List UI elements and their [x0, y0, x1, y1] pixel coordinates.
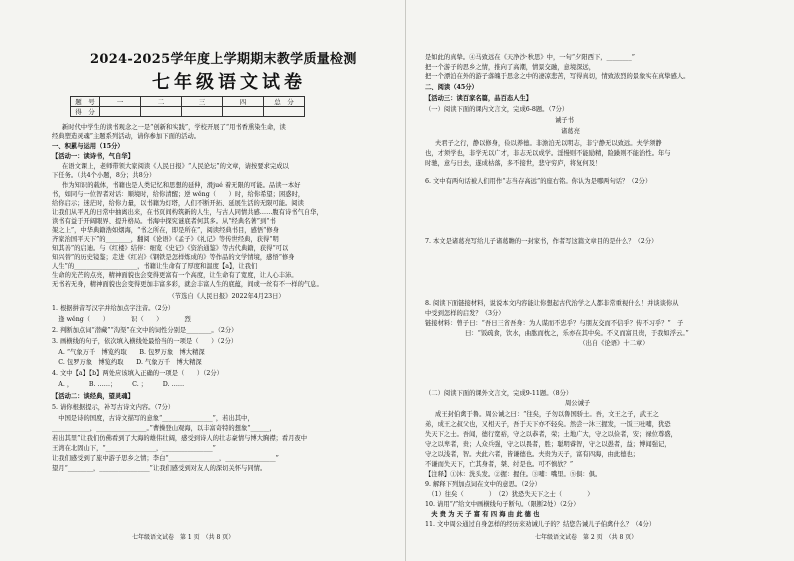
- section-heading: 二、阅读（45分）: [425, 84, 478, 91]
- question-5-line[interactable]: 望月“________，________________”让我们感受到对友人的深切关怀与同情。: [52, 465, 267, 472]
- subsection-heading: （二）阅读下面的课外文言文，完成9-11题。（8分）: [425, 390, 573, 397]
- score-header-label: 题 号: [71, 97, 100, 107]
- passage-title: 周公诫子: [565, 400, 591, 407]
- question-4-options[interactable]: A. ， B. ……； C. ； D. ……: [52, 381, 185, 388]
- question-5-line[interactable]: 中国是诗的国度，古诗文描写的意象“________________”，若出其中，: [52, 415, 254, 422]
- question-11: 11. 文中周公通过自身怎样的经历来劝诫儿子的？结您告诫儿子伯禽什么？（4分）: [425, 521, 656, 528]
- question-4: 4. 文中【a】【b】两处应该填入正确的一项是（ ）（2分）: [52, 370, 223, 377]
- score-table: [70, 96, 305, 117]
- question-5: 5. 请你根据提示，补写古诗文内容。（7分）: [52, 404, 175, 411]
- passage-line: 夫君子之行，静以修身，俭以养德。非澹泊无以明志，非宁静无以致远。夫学须静: [435, 140, 662, 147]
- text-line: 架之上”，中华典籍浩如烟海，“书之所在，即是所在”，阅读经典书目，感悟“修身: [52, 227, 279, 234]
- question-7: 7. 本文是诸葛亮写给儿子诸葛瞻的一封家书，作者写这篇文章目的是什么？（2分）: [425, 238, 658, 245]
- passage-line: 守之以浅者，智。夫此六者，皆谦德也。夫贵为天子，富有四海，由此德也；: [425, 451, 640, 458]
- question-1-blanks[interactable]: 逢 wěng（ ） 识（ ） 烈: [52, 316, 191, 323]
- text-line: 给你启示；迷茫时，给你力量，以书籍为灯塔，人们不断开拓、延展生活的无限可能。阅读: [52, 200, 304, 207]
- page-divider: [405, 0, 406, 561]
- intro-line: 经典塑造灵魂”主题系列活动，请你参加下面的活动。: [52, 133, 201, 140]
- score-cell[interactable]: [182, 107, 223, 117]
- text-line: 把一个游子的思乡之情，推向了高潮，情景交融，意境深远，: [425, 64, 596, 71]
- subsection-heading: （一）阅读下面的课内文言文，完成6-8题。（7分）: [425, 106, 569, 113]
- text-line: 读书有益于开阔眼界、提升格局。书海中探究谜底者何其多。从“经典名著”到“书: [52, 218, 276, 225]
- page-1: [52, 0, 392, 561]
- page-footer: 七年级语文试卷 第 1 页 （共 8 页）: [132, 534, 235, 541]
- text-line: 下任务。（共4个小题，8分；共8分）: [52, 172, 156, 179]
- question-9: 9. 解释下列加点词在文中的意思。（2分）: [425, 481, 541, 488]
- question-1: 1. 根据拼音写汉字并给加点字注音。（2分）: [52, 305, 175, 312]
- text-line: 在语文课上，老师带领大家阅读《人民日报》“人民论坛”的文章，请按要求完成以: [62, 163, 289, 170]
- passage-line: 成王封伯禽于鲁。周公诫之曰：“往矣，子勿以鲁国骄士。吾，文王之子，武王之: [435, 411, 659, 418]
- text-line: 把一个漂泊在外的游子落魄于思念之中的凄凉悲苦，写得真切，情致浓烈的景象实在真挚感人。: [425, 73, 690, 80]
- score-cell[interactable]: [100, 107, 141, 117]
- question-10-sentence[interactable]: 夫 贵 为 天 子 富 有 四 海 由 此 德 也: [425, 511, 540, 518]
- linked-material: 曰：“饭疏食，饮水，曲肱而枕之，乐亦在其中矣。不义而富且贵，于我如浮云。”: [465, 330, 689, 337]
- exam-title: 2024-2025学年度上学期期末教学质量检测: [90, 52, 357, 67]
- section-heading: 一、积累与运用（15分）: [52, 143, 124, 150]
- activity-heading: 【活动二：谈经典，望灵魂】: [52, 393, 134, 400]
- text-line: 知其善”的启迪。与《红楼》结伴：细览《史记》《资治通鉴》等古代典籍，获得“可以: [52, 245, 289, 252]
- passage-line: 也，才须学也，非学无以广才，非志无以成学。淫慢则不能励精，险躁则不能治性。年与: [425, 150, 671, 157]
- text-line: 作为知识的载体，书籍也是人类记忆和思想的延伸，滑jué 着无限的可能。品读一本好: [62, 182, 301, 189]
- score-cell[interactable]: [264, 107, 305, 117]
- text-line: 人生”的____________________，书籍让生命有了厚度和温度【a】，让我们: [52, 263, 258, 270]
- question-3-options-ab[interactable]: A. “气象万千 博览约取 B. 包罗万象 博大精深: [52, 349, 205, 356]
- score-header-3: 三: [182, 97, 223, 107]
- question-5-line[interactable]: 让我们感受到了旅中游子思乡之情；李白“________________，________________”: [52, 455, 279, 462]
- score-cell[interactable]: [141, 107, 182, 117]
- question-3-options-cd[interactable]: C. 包罗万象 博览约取 D. 气象万千 博大精深: [52, 359, 202, 366]
- text-line[interactable]: 是如此的真挚。④马致远在《天净沙·秋思》中，一句“夕阳西下，________”: [425, 54, 635, 61]
- text-line: 知兴替”的历史镜鉴；走进《红岩》《钢铁是怎样炼成的》等作品的文学情境，感悟“修身: [52, 254, 295, 261]
- linked-material-source: （出自《论语》十二章）: [425, 340, 649, 347]
- score-row-label: 得 分: [71, 107, 100, 117]
- score-header-1: 一: [100, 97, 141, 107]
- text-line: 生命的光芒的点亮，精神面貌也会变得更富有一个高度，让生命有了宽度，让人心丰沛。: [52, 272, 298, 279]
- question-5-line[interactable]: ____________，________________。”曹操登山观海，以丰富奇特的想象“______，: [52, 425, 276, 432]
- question-10: 10. 请用“/”给文中画横线句子断句。（限断2处）（2分）: [425, 501, 580, 508]
- passage-line: 失天下之士。吾闻，德行宽裕，守之以恭者，荣；土地广大，守之以俭者，安；禄位尊盛，: [425, 431, 677, 438]
- passage-line: 弟，成王之叔父也，又相天子，吾于天下亦不轻矣。然尝一沐三握发，一饭三吐哺，犹恐: [425, 421, 671, 428]
- score-cell[interactable]: [223, 107, 264, 117]
- text-line: 无书若无身，精神面貌也会变得更加丰富多彩，就会丰富人生的底蕴，间或一丝有不一样的气息。: [52, 281, 323, 288]
- passage-line: 时驰，意与日去，遂成枯落，多不接世，悲守穷庐，将复何及！: [425, 160, 602, 167]
- score-header-4: 四: [223, 97, 264, 107]
- text-line: 齐家治国平天下”的________，翻阅《论语》《孟子》《礼记》等传世经典，获得“明: [52, 236, 279, 243]
- passage-line: 不谦而失天下，亡其身者，桀、纣是也。可不慎欤？”: [425, 461, 574, 468]
- passage-title: 诫子书: [555, 117, 574, 124]
- question-2[interactable]: 2. 判断加点词“潜藏”“沟渠”在文中的词性分别是________。（2分）: [52, 327, 238, 334]
- page-2: [425, 0, 770, 561]
- annotation: 【注释】①沐：洗头发。②握：握住。③哺：嘴里。⑤俱：俱。: [425, 471, 602, 478]
- question-3: 3. 画横线的句子，依次填入横线处最恰当的一项是（ ）（2分）: [52, 338, 238, 345]
- passage-line: 守之以卑者，贵；人众兵强，守之以畏者，胜；聪明睿智，守之以愚者，益；博闻强记，: [425, 441, 671, 448]
- text-line: 书，如同与一位智者对话：顺境时，给你清醒；逆 wěng（ ）时，给你希望；困惑时，: [52, 191, 305, 198]
- question-9-blanks[interactable]: （1）往矣（ ） （2）犹恐失天下之士（ ）: [425, 491, 594, 498]
- passage-author: 诸葛亮: [561, 128, 580, 135]
- question-8-line: 中受到怎样的启发？（3分）: [425, 310, 505, 317]
- question-8: 8. 阅读下面链接材料，说说本文内容能让你想起古代治学之人都非常重视什么！并谈谈你从: [425, 300, 679, 307]
- source-note: （节选自《人民日报》2022年4月23日）: [52, 293, 285, 300]
- activity-heading: 【活动三：读百家名篇，品百态人生】: [425, 95, 533, 102]
- question-5-line[interactable]: 若出其里”让我们仿佛看到了大海的雄伟壮阔，感受到诗人的壮志豪情与博大胸襟；看月夜中: [52, 435, 308, 442]
- score-header-total: 总 分: [264, 97, 305, 107]
- page-footer: 七年级语文试卷 第 2 页 （共 8 页）: [535, 534, 638, 541]
- intro-line: 新时代中学生的读书观念之一是“创新和实践”，学校开展了“用书香熏染生命，读: [62, 124, 286, 131]
- question-6: 6. 文中有两句话被人们用作“志当存高远”的座右铭。你认为是哪两句话？（2分）: [425, 178, 652, 185]
- score-header-2: 二: [141, 97, 182, 107]
- text-line: 让我们从平凡的日常中抽离出来，在书页间构筑新的人生，与古人同情共感……腹有诗书气自华，: [52, 209, 323, 216]
- exam-subtitle: 七年级语文试卷: [152, 72, 306, 93]
- activity-heading: 【活动一：读诗书，气自华】: [52, 153, 134, 160]
- question-5-line[interactable]: 王湾在北固山下，“________________，________________”: [52, 445, 216, 452]
- linked-material: 链接材料：曾子曰：“吾日三省吾身：为人谋而不忠乎？与朋友交而不信乎？传不习乎？” 子: [425, 320, 684, 327]
